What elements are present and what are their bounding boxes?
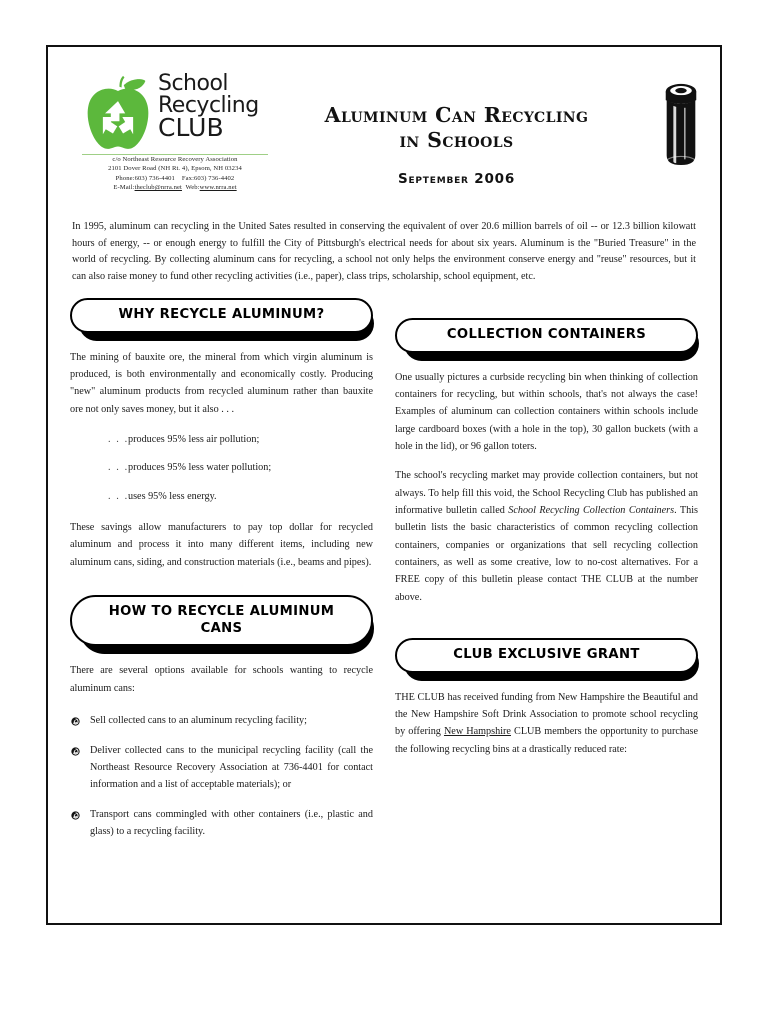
recycle-options-list <box>70 713 373 841</box>
collection-containers-paragraph-1: One usually pictures a curbside recycling bin when thinking of collection containers for recycling, but within schools, that's not always the case! Examples of aluminum can collection containers within schools include large cardboard boxes (with a hole in the top), 30 gallon buckets (with a hole in the lid), or 96 gallon toters. <box>395 371 698 453</box>
banner-label-line1: HOW TO RECYCLE ALUMINUM <box>108 604 335 620</box>
right-column <box>395 298 698 853</box>
grant-text-part-a: THE CLUB has received funding from New Hampshire the Beautiful and the New Hampshire Soft Drink Association to promote school recycling by offering <box>395 691 698 738</box>
list-item-label: Transport cans commingled with other containers (i.e., plastic and glass) to a recycling facility. <box>90 808 373 837</box>
grant-text-part-b: CLUB members the opportunity to purchase the following recycling bins at a drastically reduced rate: <box>395 726 698 755</box>
club-grant-paragraph <box>395 689 698 758</box>
address-line-association: c/o Northeast Resource Recovery Association <box>112 156 238 163</box>
swirl-bullet-icon <box>71 746 80 755</box>
list-item-label: uses 95% less energy. <box>128 490 217 502</box>
phone-label: Phone: <box>115 174 135 182</box>
why-recycle-paragraph-1: The mining of bauxite ore, the mineral from which virgin aluminum is produced, is both environmentally and economically costly. Producing "new" aluminum products from recycled aluminum rather than bauxite ore not only saves money, but it also . . . <box>70 351 373 415</box>
why-recycle-paragraph-2: These savings allow manufacturers to pay top dollar for recycled aluminum and process it into many different items, including new aluminum cans, siding, and construction materials (i.e., beams and pipes). <box>70 522 373 568</box>
list-item-label: Deliver collected cans to the municipal recycling facility (call the Northeast Resource Recovery Association at 736-4401 for contact information and a list of acceptable materials); or <box>90 744 373 790</box>
list-item-lead: . . . <box>108 462 129 474</box>
collection-containers-paragraph-2 <box>395 467 698 606</box>
aluminum-savings-list <box>70 432 373 505</box>
paragraph-text-part-b: . This bulletin lists the basic characteristics of common recycling collection containers, companies or organizations that sell recycling collection containers, as well as some creative, low to no-cost alternatives. For a FREE copy of this bulletin please contact THE CLUB at the number above. <box>395 505 699 603</box>
banner-label: CLUB EXCLUSIVE GRANT <box>395 638 698 673</box>
banner-label: WHY RECYCLE ALUMINUM? <box>70 298 373 333</box>
list-item-label: produces 95% less water pollution; <box>128 462 272 474</box>
list-item-label: Sell collected cans to an aluminum recycling facility; <box>90 714 307 726</box>
swirl-bullet-icon <box>71 716 80 725</box>
phone-value: 603) 736-4401 <box>134 174 175 182</box>
list-item-label: produces 95% less air pollution; <box>128 434 260 446</box>
swirl-bullet-icon <box>71 810 80 819</box>
organization-address <box>82 155 268 192</box>
address-line-email-web <box>82 183 268 192</box>
email-label: E-Mail: <box>113 184 135 192</box>
organization-logo-block <box>82 71 282 192</box>
section-banner-collection-containers <box>395 318 698 353</box>
document-page-frame <box>46 45 722 925</box>
how-to-recycle-intro: There are several options available for schools wanting to recycle aluminum cans: <box>70 665 373 694</box>
page-title-line1: Aluminum Can Recycling <box>324 103 589 127</box>
email-link[interactable]: theclub@nrra.net <box>134 184 182 192</box>
logo-word-school: School <box>158 71 229 96</box>
list-item-lead: . . . <box>108 490 129 502</box>
list-item-lead: . . . <box>108 434 129 446</box>
list-item <box>70 713 373 730</box>
publication-date: September 2006 <box>397 170 516 187</box>
web-label: Web: <box>185 184 200 192</box>
banner-label <box>70 595 373 646</box>
section-banner-how-to-recycle <box>70 595 373 646</box>
section-banner-why-recycle <box>70 298 373 333</box>
apple-recycling-icon <box>82 75 154 151</box>
bulletin-title: School Recycling Collection Containers <box>508 505 675 517</box>
logo-wordmark <box>158 71 259 141</box>
paragraph-text-part-a: The school's recycling market may provide collection containers, but not always. To help fill this void, the School Recycling Club has published an informative bulletin called <box>395 470 698 517</box>
list-item <box>70 432 373 448</box>
banner-label-line2: CANS <box>200 620 243 636</box>
logo-word-club: CLUB <box>158 113 224 143</box>
two-column-layout <box>66 298 702 853</box>
list-item <box>70 460 373 476</box>
left-column <box>70 298 373 853</box>
fax-value: 603) 736-4402 <box>194 174 235 182</box>
intro-paragraph: In 1995, aluminum can recycling in the United Sates resulted in conserving the equivalent of over 20.6 million barrels of oil -- or 12.3 billion kilowatt hours of energy, -- or enough energy to fulfill the City of Pittsburgh's electrical needs for about six years. Aluminum is the "Buried Treasure" in the world of recycling. By collecting aluminum cans for recycling, a school not only helps the environment conserve energy and "reuse" resources, but it can also raise money to fund other recycling activities (i.e., paper), class trips, scholarship, school equipment, etc. <box>72 221 696 282</box>
website-link[interactable]: www.nrra.net <box>199 184 237 192</box>
fax-label: Fax: <box>181 174 195 182</box>
banner-label: COLLECTION CONTAINERS <box>395 318 698 353</box>
address-line-phone-fax <box>82 174 268 183</box>
aluminum-can-icon <box>660 79 702 169</box>
document-header <box>66 61 702 213</box>
document-body <box>48 47 720 923</box>
page-title <box>281 103 632 154</box>
list-item <box>70 743 373 794</box>
new-hampshire-emphasis: New Hampshire <box>443 726 511 738</box>
list-item <box>70 807 373 841</box>
logo-word-recycling: Recycling <box>158 92 259 118</box>
page-title-line2: in Schools <box>399 128 514 153</box>
title-block <box>281 103 632 187</box>
section-banner-club-exclusive-grant <box>395 638 698 673</box>
list-item <box>70 489 373 505</box>
address-line-street: 2101 Dover Road (NH Rt. 4), Epsom, NH 03234 <box>108 165 242 173</box>
